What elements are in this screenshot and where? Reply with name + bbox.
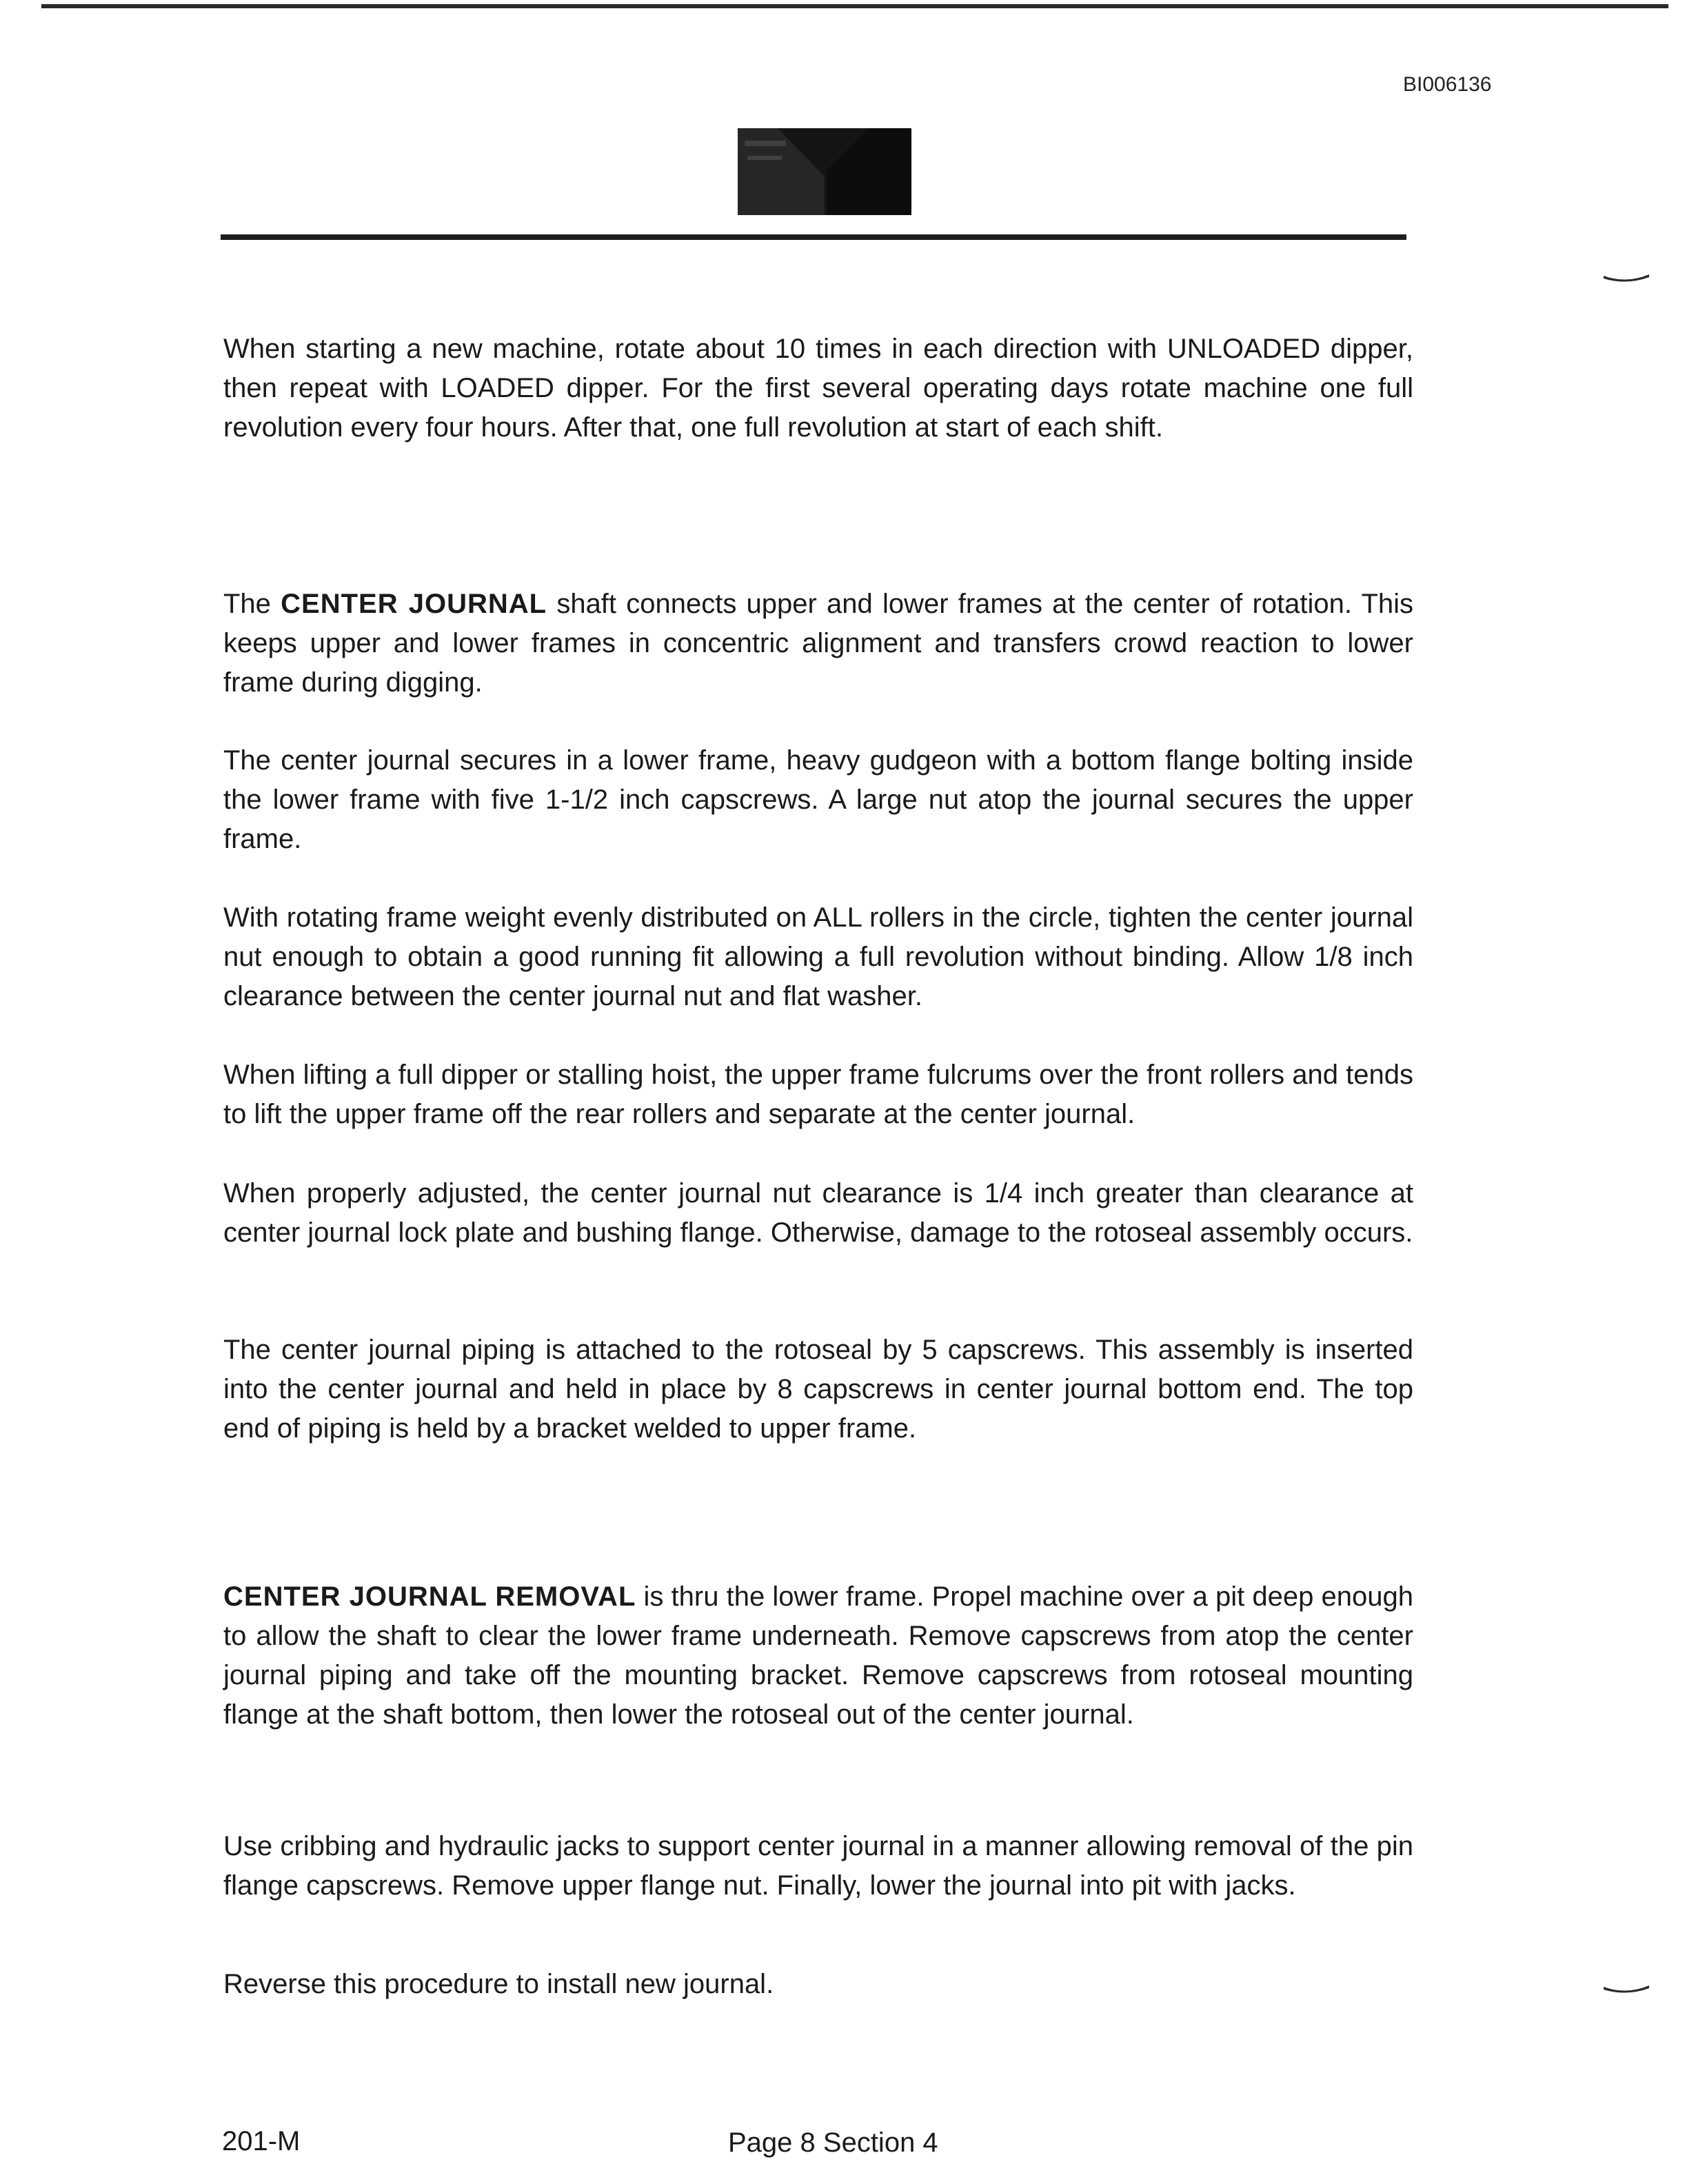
- paragraph-clearance: When properly adjusted, the center journal nut clearance is 1/4 inch greater than clearance at center journal lock plate and bushing flange. Otherwise, damage to the rotoseal assembly occurs.: [223, 1178, 1413, 1248]
- margin-mark-icon: [1604, 1984, 1649, 1994]
- footer-page-number: Page 8 Section 4: [728, 2127, 938, 2158]
- paragraph-piping: The center journal piping is attached to the rotoseal by 5 capscrews. This assembly is inserted into the center journal and held in place by 8 capscrews in center journal bottom end. The top end of piping is held by a bracket welded to upper frame.: [223, 1335, 1413, 1444]
- paragraph-startup: When starting a new machine, rotate about 10 times in each direction with UNLOADED dipper, then repeat with LOADED dipper. For the first several operating days rotate machine one full revolution every four hours. After that, one full revolution at start of each shift.: [223, 334, 1413, 443]
- footer-model: 201-M: [222, 2126, 301, 2156]
- manufacturer-logo-icon: [738, 128, 911, 215]
- paragraph-center-journal: The CENTER JOURNAL shaft connects upper and lower frames at the center of rotation. This keeps upper and lower frames in concentric alignment and transfers crowd reaction to lower frame during digging.: [223, 589, 1414, 698]
- heading-center-journal-removal: CENTER JOURNAL REMOVAL: [223, 1581, 636, 1612]
- paragraph-lifting: When lifting a full dipper or stalling hoist, the upper frame fulcrums over the front rollers and tends to lift the upper frame off the rear rollers and separate at the center journal.: [223, 1060, 1413, 1129]
- top-border-rule: [41, 4, 1668, 8]
- header-rule: [221, 234, 1406, 240]
- paragraph-reverse: Reverse this procedure to install new journal.: [223, 1969, 774, 1999]
- paragraph-removal: CENTER JOURNAL REMOVAL is thru the lower frame. Propel machine over a pit deep enough to allow the shaft to clear the lower frame underneath. Remove capscrews from atop the center journal piping and take off the mounting bracket. Remove capscrews from rotoseal mounting flange at the shaft bottom, then lower the rotoseal out of the center journal.: [223, 1581, 1414, 1730]
- margin-mark-icon: [1604, 273, 1649, 283]
- paragraph-journal-mounting: The center journal secures in a lower frame, heavy gudgeon with a bottom flange bolting inside the lower frame with five 1-1/2 inch capscrews. A large nut atop the journal secures the upper frame.: [223, 745, 1413, 854]
- heading-center-journal: CENTER JOURNAL: [281, 589, 547, 619]
- paragraph-cribbing: Use cribbing and hydraulic jacks to support center journal in a manner allowing removal of the pin flange capscrews. Remove upper flange nut. Finally, lower the journal into pit with jacks.: [223, 1831, 1413, 1901]
- document-id: BI006136: [1403, 73, 1492, 96]
- paragraph-nut-adjustment: With rotating frame weight evenly distributed on ALL rollers in the circle, tighten the center journal nut enough to obtain a good running fit allowing a full revolution without binding. Allow 1/8 inch clearance between the center journal nut and flat washer.: [223, 902, 1413, 1011]
